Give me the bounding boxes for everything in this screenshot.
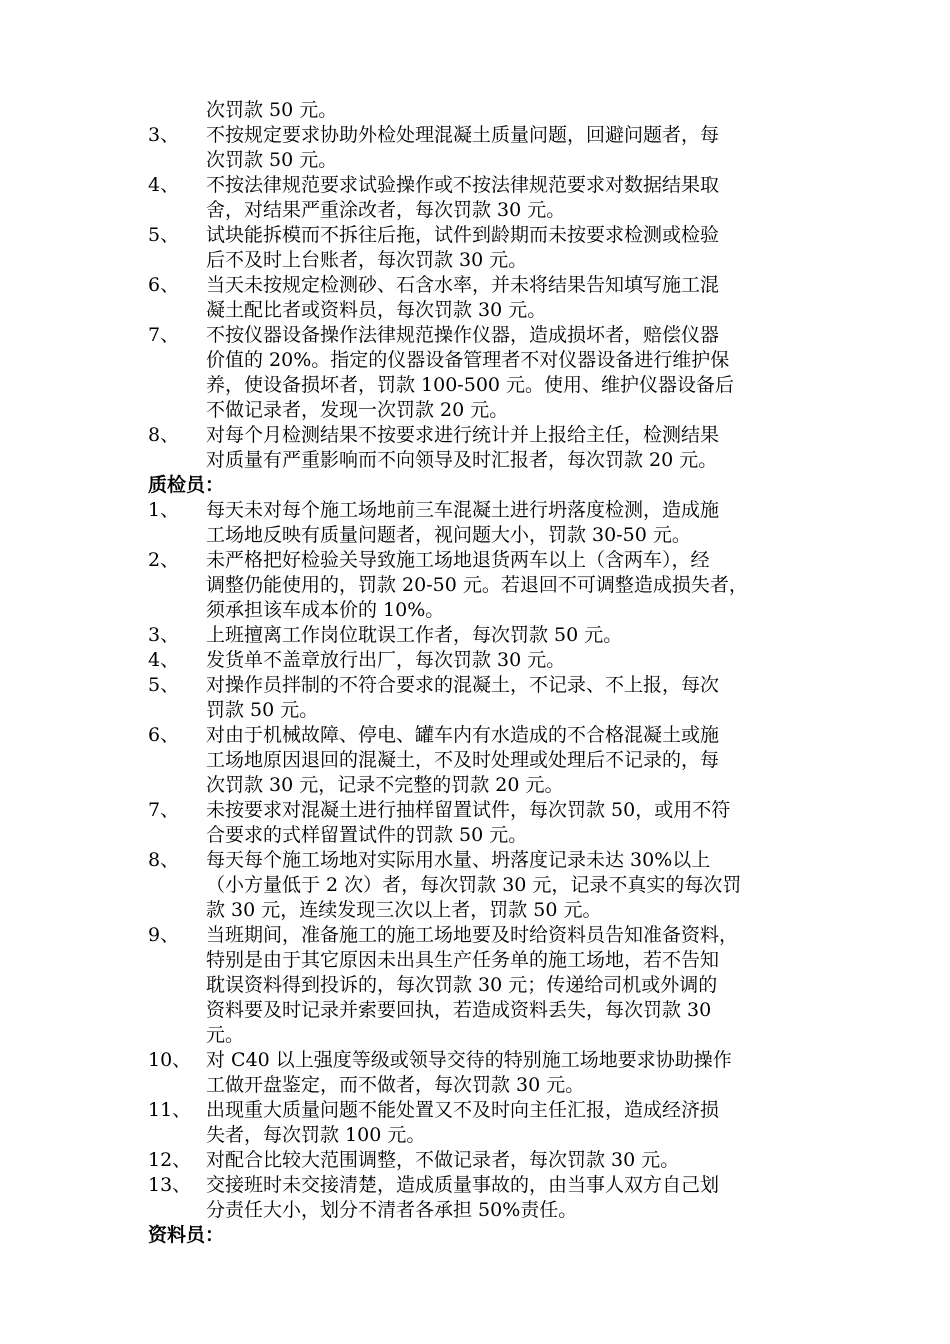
item-text: 对配合比较大范围调整，不做记录者，每次罚款 30 元。 bbox=[206, 1149, 680, 1171]
list-item bbox=[148, 848, 878, 923]
item-number: 13、 bbox=[148, 1174, 192, 1196]
item-number: 4、 bbox=[148, 174, 180, 196]
item-text: 当班期间，准备施工的施工场地要及时给资料员告知准备资料， 特别是由于其它原因未出具生产任务单的施工场地，若不告知 耽误资料得到投诉的，每次罚款 30 元；传递给司机或外调的 资料要及时记录并索要回执，若造成资料丢失，每次罚款 30 元。 bbox=[206, 924, 739, 1046]
list-item bbox=[148, 1098, 878, 1148]
item-text: 每天每个施工场地对实际用水量、坍落度记录未达 30%以上 （小方量低于 2 次）者，每次罚款 30 元，记录不真实的每次罚 款 30 元，连续发现三次以上者，罚款 50 元。 bbox=[206, 849, 742, 921]
item-number: 3、 bbox=[148, 624, 180, 646]
list-item bbox=[148, 723, 878, 798]
item-number: 6、 bbox=[148, 274, 180, 296]
item-text: 每天未对每个施工场地前三车混凝土进行坍落度检测，造成施 工场地反映有质量问题者，视问题大小，罚款 30-50 元。 bbox=[206, 499, 720, 546]
item-number: 8、 bbox=[148, 424, 180, 446]
item-number: 7、 bbox=[148, 324, 180, 346]
list-item bbox=[148, 623, 878, 648]
list-item bbox=[148, 923, 878, 1048]
list-item bbox=[148, 498, 878, 548]
item-text: 未按要求对混凝土进行抽样留置试件，每次罚款 50，或用不符 合要求的式样留置试件的罚款 50 元。 bbox=[206, 799, 731, 846]
item-text: 不按仪器设备操作法律规范操作仪器，造成损坏者，赔偿仪器 价值的 20%。指定的仪器设备管理者不对仪器设备进行维护保 养，使设备损坏者，罚款 100-500 元。使用、维护仪器设备后 不做记录者，发现一次罚款 20 元。 bbox=[206, 324, 735, 421]
lab-rules-list bbox=[148, 123, 878, 473]
section-title-records: 资料员： bbox=[148, 1224, 225, 1246]
list-item bbox=[148, 1173, 878, 1223]
section-title-qc: 质检员： bbox=[148, 474, 225, 496]
item-number: 2、 bbox=[148, 549, 180, 571]
list-item bbox=[148, 173, 878, 223]
item-text: 对 C40 以上强度等级或领导交待的特别施工场地要求协助操作 工做开盘鉴定，而不做者，每次罚款 30 元。 bbox=[206, 1049, 732, 1096]
item-number: 3、 bbox=[148, 124, 180, 146]
list-item bbox=[148, 1048, 878, 1098]
item-text: 不按法律规范要求试验操作或不按法律规范要求对数据结果取 舍，对结果严重涂改者，每次罚款 30 元。 bbox=[206, 174, 720, 221]
continuation-line: 次罚款 50 元。 bbox=[206, 99, 338, 121]
item-text: 未严格把好检验关导致施工场地退货两车以上（含两车），经 调整仍能使用的，罚款 20-50 元。若退回不可调整造成损失者， 须承担该车成本价的 10%。 bbox=[206, 549, 748, 621]
list-item bbox=[148, 123, 878, 173]
item-number: 11、 bbox=[148, 1099, 192, 1121]
item-number: 4、 bbox=[148, 649, 180, 671]
item-text: 不按规定要求协助外检处理混凝土质量问题，回避问题者，每 次罚款 50 元。 bbox=[206, 124, 720, 171]
item-text: 出现重大质量问题不能处置又不及时向主任汇报，造成经济损 失者，每次罚款 100 元。 bbox=[206, 1099, 720, 1146]
list-item bbox=[148, 323, 878, 423]
item-number: 5、 bbox=[148, 224, 180, 246]
qc-rules-list bbox=[148, 498, 878, 1223]
list-item bbox=[148, 273, 878, 323]
item-text: 对每个月检测结果不按要求进行统计并上报给主任，检测结果 对质量有严重影响而不向领导及时汇报者，每次罚款 20 元。 bbox=[206, 424, 720, 471]
item-number: 8、 bbox=[148, 849, 180, 871]
item-text: 对由于机械故障、停电、罐车内有水造成的不合格混凝土或施 工场地原因退回的混凝土，不及时处理或处理后不记录的，每 次罚款 30 元，记录不完整的罚款 20 元。 bbox=[206, 724, 720, 796]
item-number: 9、 bbox=[148, 924, 180, 946]
item-number: 1、 bbox=[148, 499, 180, 521]
item-number: 10、 bbox=[148, 1049, 192, 1071]
list-item bbox=[148, 423, 878, 473]
item-text: 上班擅离工作岗位耽误工作者，每次罚款 50 元。 bbox=[206, 624, 623, 646]
list-item bbox=[148, 798, 878, 848]
item-text: 发货单不盖章放行出厂，每次罚款 30 元。 bbox=[206, 649, 566, 671]
item-text: 当天未按规定检测砂、石含水率，并未将结果告知填写施工混 凝土配比者或资料员，每次罚款 30 元。 bbox=[206, 274, 720, 321]
item-number: 12、 bbox=[148, 1149, 192, 1171]
list-item bbox=[148, 673, 878, 723]
item-number: 5、 bbox=[148, 674, 180, 696]
list-item bbox=[148, 1148, 878, 1173]
item-text: 试块能拆模而不拆往后拖，试件到龄期而未按要求检测或检验 后不及时上台账者，每次罚款 30 元。 bbox=[206, 224, 720, 271]
list-item bbox=[148, 548, 878, 623]
item-number: 7、 bbox=[148, 799, 180, 821]
item-text: 对操作员拌制的不符合要求的混凝土，不记录、不上报，每次 罚款 50 元。 bbox=[206, 674, 720, 721]
item-text: 交接班时未交接清楚，造成质量事故的，由当事人双方自己划 分责任大小，划分不清者各承担 50%责任。 bbox=[206, 1174, 720, 1221]
list-item bbox=[148, 648, 878, 673]
item-number: 6、 bbox=[148, 724, 180, 746]
list-item bbox=[148, 223, 878, 273]
document-body bbox=[148, 98, 878, 1248]
